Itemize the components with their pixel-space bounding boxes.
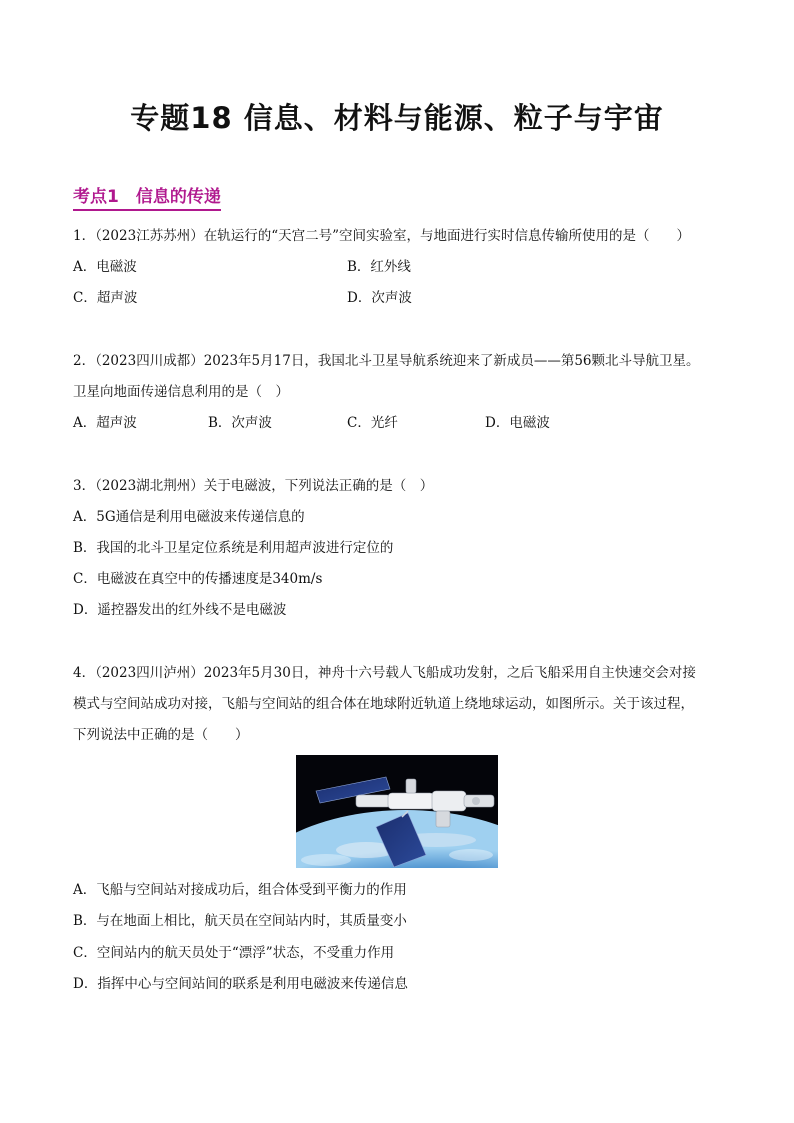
page-title: 专题18 信息、材料与能源、粒子与宇宙 — [130, 101, 664, 135]
question-1-option-c: C．超声波 — [73, 290, 138, 306]
question-1-option-d: D．次声波 — [347, 290, 412, 306]
question-4-option-b: B．与在地面上相比，航天员在空间站内时，其质量变小 — [73, 913, 407, 929]
question-4-stem-line-3: 下列说法中正确的是（ ） — [73, 727, 249, 743]
question-4-option-c: C．空间站内的航天员处于“漂浮”状态，不受重力作用 — [73, 945, 395, 961]
question-2-stem-line-1: 2．（2023四川成都）2023年5月17日，我国北斗卫星导航系统迎来了新成员——第56颗北斗导航卫星。 — [73, 353, 700, 369]
question-2-option-a: A．超声波 — [73, 415, 137, 431]
question-4-stem-line-1: 4．（2023四川泸州）2023年5月30日，神舟十六号载人飞船成功发射，之后飞船采用自主快速交会对接 — [73, 665, 696, 681]
question-4-option-a: A．飞船与空间站对接成功后，组合体受到平衡力的作用 — [73, 882, 407, 898]
question-3-option-d: D．遥控器发出的红外线不是电磁波 — [73, 602, 287, 618]
space-station-over-earth-icon — [296, 755, 498, 868]
question-3-option-c: C．电磁波在真空中的传播速度是340m/s — [73, 571, 323, 587]
question-2-option-b: B．次声波 — [208, 415, 272, 431]
question-4-option-d: D．指挥中心与空间站间的联系是利用电磁波来传递信息 — [73, 976, 408, 992]
question-1-option-b: B．红外线 — [347, 259, 411, 275]
question-3-stem: 3．（2023湖北荆州）关于电磁波，下列说法正确的是（ ） — [73, 478, 434, 494]
question-1-stem: 1．（2023江苏苏州）在轨运行的“天宫二号”空间实验室，与地面进行实时信息传输所使用的是（ ） — [73, 228, 690, 244]
question-3-option-a: A．5G通信是利用电磁波来传递信息的 — [73, 509, 305, 525]
question-4-stem-line-2: 模式与空间站成功对接，飞船与空间站的组合体在地球附近轨道上绕地球运动，如图所示。关于该过程， — [73, 696, 694, 712]
question-1-option-a: A．电磁波 — [73, 259, 137, 275]
question-2-option-c: C．光纤 — [347, 415, 398, 431]
question-2-stem-line-2: 卫星向地面传递信息利用的是（ ） — [73, 384, 289, 400]
question-3-option-b: B．我国的北斗卫星定位系统是利用超声波进行定位的 — [73, 540, 394, 556]
space-station-image — [296, 755, 498, 868]
question-2-option-d: D．电磁波 — [485, 415, 550, 431]
section-heading: 考点1 信息的传递 — [73, 186, 221, 211]
